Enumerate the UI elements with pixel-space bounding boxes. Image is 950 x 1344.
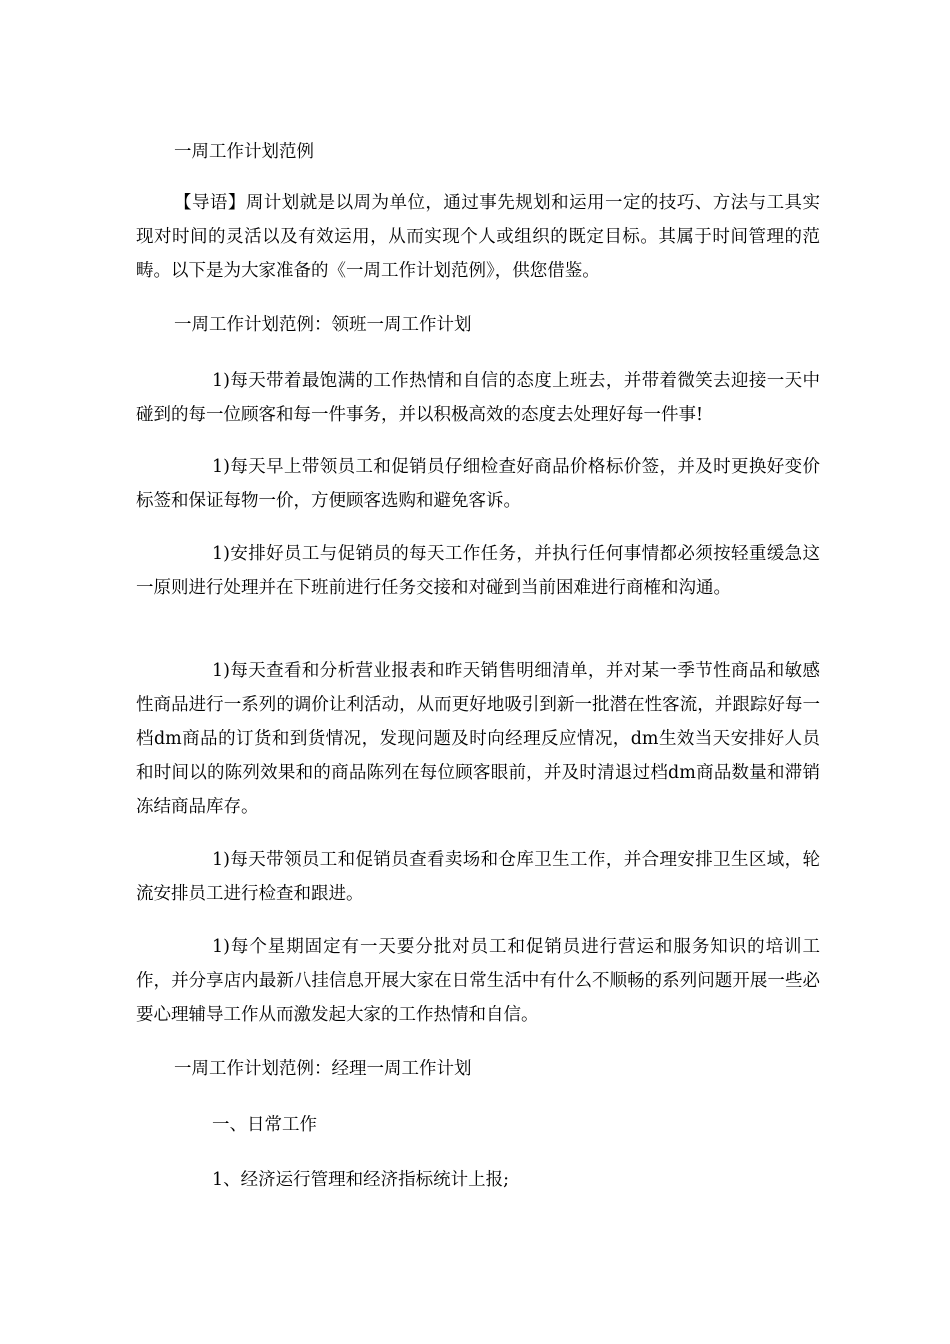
document-title: 一周工作计划范例 bbox=[174, 142, 314, 162]
subsection-heading: 一、日常工作 bbox=[212, 1115, 317, 1135]
list-item: 1)每天早上带领员工和促销员仔细检查好商品价格标价签，并及时更换好变价标签和保证每物一价，方便顾客选购和避免客诉。 bbox=[136, 457, 820, 511]
list-item: 1)每天查看和分析营业报表和昨天销售明细清单，并对某一季节性商品和敏感性商品进行一系列的调价让利活动，从而更好地吸引到新一批潜在性客流，并跟踪好每一档dm商品的订货和到货情况，发现问题及时向经理反应情况，dm生效当天安排好人员和时间以的陈列效果和的商品陈列在每位顾客眼前，并及时清退过档dm商品数量和滞销冻结商品库存。 bbox=[136, 661, 820, 817]
section-heading-manager: 一周工作计划范例：经理一周工作计划 bbox=[174, 1059, 472, 1079]
section-heading-team-leader: 一周工作计划范例：领班一周工作计划 bbox=[174, 315, 472, 335]
intro-tag: 【导语】 bbox=[174, 193, 246, 213]
list-item: 1)每天带着最饱满的工作热情和自信的态度上班去，并带着微笑去迎接一天中碰到的每一位顾客和每一件事务，并以积极高效的态度去处理好每一件事! bbox=[136, 371, 820, 425]
list-item: 1)每个星期固定有一天要分批对员工和促销员进行营运和服务知识的培训工作，并分享店内最新八挂信息开展大家在日常生活中有什么不顺畅的系列问题开展一些必要心理辅导工作从而激发起大家的工作热情和自信。 bbox=[136, 937, 820, 1025]
list-item: 1)安排好员工与促销员的每天工作任务，并执行任何事情都必须按轻重缓急这一原则进行处理并在下班前进行任务交接和对碰到当前困难进行商榷和沟通。 bbox=[136, 544, 820, 598]
intro-text: 周计划就是以周为单位，通过事先规划和运用一定的技巧、方法与工具实现对时间的灵活以及有效运用，从而实现个人或组织的既定目标。其属于时间管理的范畴。以下是为大家准备的《一周工作计划范例》，供您借鉴。 bbox=[136, 193, 821, 281]
intro-paragraph bbox=[136, 186, 820, 288]
list-item: 1)每天带领员工和促销员查看卖场和仓库卫生工作，并合理安排卫生区域，轮流安排员工进行检查和跟进。 bbox=[136, 850, 820, 904]
list-item: 1、经济运行管理和经济指标统计上报; bbox=[212, 1170, 510, 1190]
